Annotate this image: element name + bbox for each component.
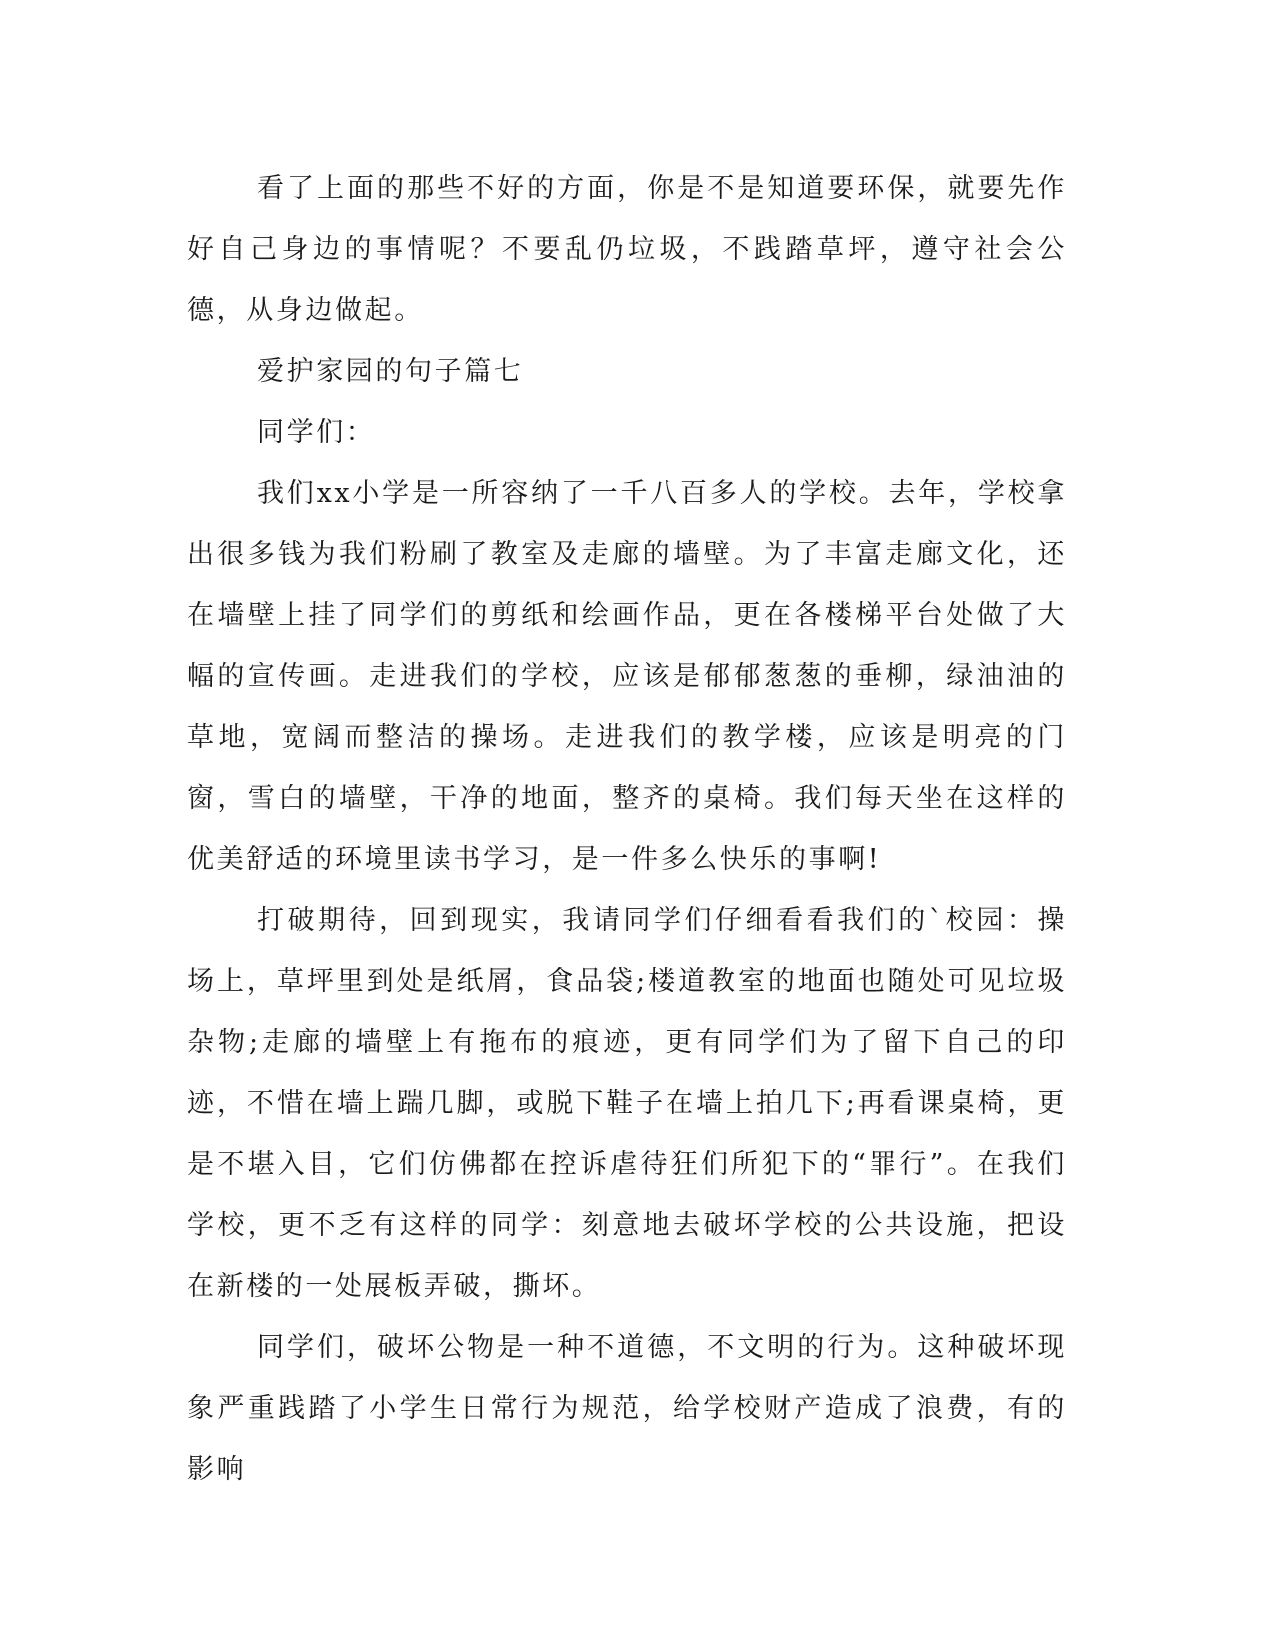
paragraph-environment-conclusion: 看了上面的那些不好的方面，你是不是知道要环保，就要先作好自己身边的事情呢？不要乱仍垃圾，不践踏草坪，遵守社会公德，从身边做起。	[187, 173, 1067, 326]
paragraph-school-description: 我们xx小学是一所容纳了一千八百多人的学校。去年，学校拿出很多钱为我们粉刷了教室及走廊的墙壁。为了丰富走廊文化，还在墙壁上挂了同学们的剪纸和绘画作品，更在各楼梯平台处做了大幅的宣传画。走进我们的学校，应该是郁郁葱葱的垂柳，绿油油的草地，宽阔而整洁的操场。走进我们的教学楼，应该是明亮的门窗，雪白的墙壁，干净的地面，整齐的桌椅。我们每天坐在这样的优美舒适的环境里读书学习，是一件多么快乐的事啊!	[187, 478, 1067, 875]
document-body	[187, 158, 1067, 1500]
paragraph-vandalism-warning: 同学们，破坏公物是一种不道德，不文明的行为。这种破坏现象严重践踏了小学生日常行为规范，给学校财产造成了浪费，有的影响	[187, 1332, 1067, 1485]
paragraph-campus-reality: 打破期待，回到现实，我请同学们仔细看看我们的`校园：操场上，草坪里到处是纸屑，食品袋;楼道教室的地面也随处可见垃圾杂物;走廊的墙壁上有拖布的痕迹，更有同学们为了留下自己的印迹，不惜在墙上踹几脚，或脱下鞋子在墙上拍几下;再看课桌椅，更是不堪入目，它们仿佛都在控诉虐待狂们所犯下的“罪行”。在我们学校，更不乏有这样的同学：刻意地去破坏学校的公共设施，把设在新楼的一处展板弄破，撕坏。	[187, 905, 1067, 1302]
salutation: 同学们：	[257, 417, 376, 448]
section-heading: 爱护家园的句子篇七	[257, 356, 524, 387]
